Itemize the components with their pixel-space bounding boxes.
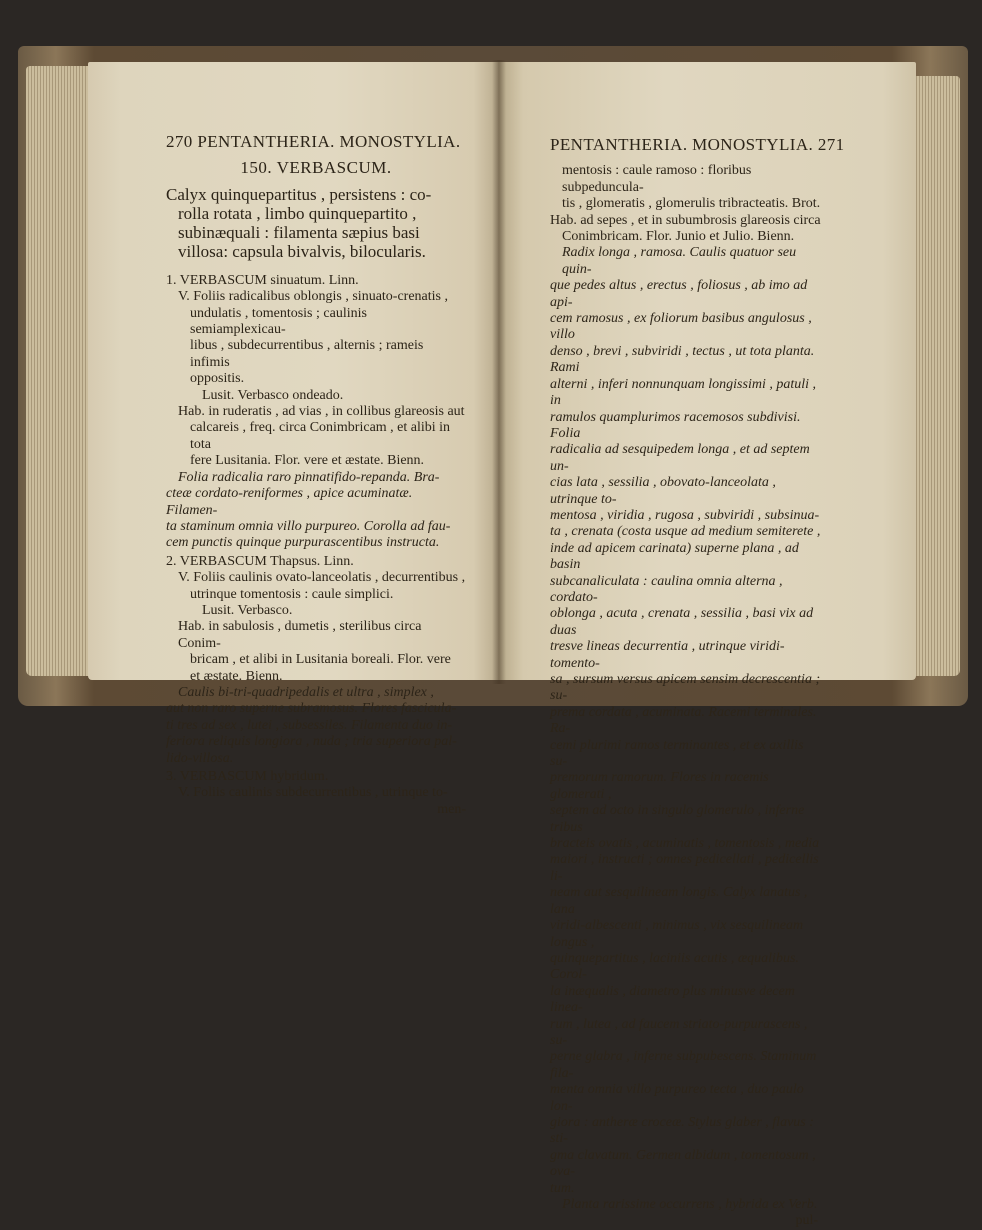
- description-line: la inæqualis , diametro plus minusve decem linea-: [550, 983, 795, 1016]
- species-description-line: V. Foliis radicalibus oblongis , sinuato-crenatis ,: [178, 289, 448, 305]
- species-note-line: Folia radicalia raro pinnatifido-repanda. Bra-: [178, 469, 440, 485]
- catchword: pul-: [795, 1213, 818, 1229]
- habitat-line: mentosis : caule ramoso : floribus subpeduncula-: [562, 163, 752, 195]
- description-line: prema cordata , acuminata. Racemi terminales. Ra-: [550, 704, 817, 737]
- description-line: rum , lutea , ad faucem striato-purpurascens , su-: [550, 1016, 808, 1048]
- left-head-title: PENTANTHERIA. MONOSTYLIA.: [197, 132, 461, 151]
- habitat-line: Hab. in sabulosis , dumetis , sterilibus circa Conim-: [178, 619, 422, 651]
- description-line: Radix longa , ramosa. Caulis quatuor seu quin-: [562, 245, 797, 277]
- species-title: 2. VERBASCUM Thapsus. Linn.: [166, 553, 354, 569]
- description-line: tum.: [550, 1180, 575, 1196]
- right-page-number: 271: [817, 135, 845, 154]
- description-line: cemi plurimi ramos terminantes , et ex axillis su-: [550, 737, 804, 770]
- left-page-number: 270: [166, 132, 193, 151]
- description-line: perne glabra , inferne subpubescens. Staminum fila-: [550, 1049, 817, 1081]
- description-line: cem ramosus , ex foliorum basibus angulosus , villo: [550, 311, 812, 343]
- description-line: subcanaliculata : caulina omnia alterna , cordato-: [550, 573, 783, 605]
- habitat-line: fere Lusitania. Flor. vere et æstate. Bienn.: [190, 453, 425, 469]
- lusitanian-name: Lusit. Verbasco ondeado.: [202, 387, 344, 403]
- description-line: neam aut sesquilineam longis. Calyx lanatus , lana: [550, 885, 808, 917]
- description-line: tresve lineas decurrentia , utrinque viridi-tomento-: [550, 639, 785, 671]
- left-page: [88, 62, 498, 817]
- description-line: menta omnia villo purpureo tecta , duo paulo lon-: [550, 1082, 804, 1114]
- species-note-line: cteæ cordato-reniformes , apice acuminatæ. Filamen-: [166, 486, 413, 518]
- species-note-line: lido-villosa.: [166, 750, 234, 766]
- diagnosis-line: rolla rotata , limbo quinquepartito ,: [178, 203, 417, 223]
- species-description-line: undulatis , tomentosis ; caulinis semiamplexicau-: [190, 305, 367, 338]
- description-line: maiori , instructi ; omnes pedicellati , pedicellis li-: [550, 852, 819, 884]
- habitat-line: Conimbricam. Flor. Junio et Julio. Bienn.: [562, 229, 795, 245]
- habitat-line: tis , glomeratis , glomerulis tribracteatis. Brot.: [562, 196, 821, 212]
- habitat-line: Hab. ad sepes , et in subumbrosis glareosis circa: [550, 212, 821, 228]
- description-line: oblonga , acuta , crenata , sessilia , basi vix ad duas: [550, 606, 814, 638]
- description-line: quinquepartitus , laciniis acutis , æqualibus. Corol-: [550, 950, 799, 983]
- species-entry-2: [166, 554, 466, 767]
- description-line: que pedes altus , erectus , foliosus , ab imo ad api-: [550, 278, 808, 310]
- right-running-head: [550, 135, 845, 154]
- genus-diagnosis: [166, 185, 466, 261]
- lusitanian-name: Lusit. Verbasco.: [202, 602, 293, 618]
- right-page: [498, 62, 916, 1229]
- species-title: 3. VERBASCUM hybridum.: [166, 769, 329, 784]
- species-description-line: V. Foliis caulinis subdecurrentibus , utrinque to-: [178, 785, 448, 801]
- right-head-title: PENTANTHERIA. MONOSTYLIA.: [550, 135, 814, 154]
- description-line: alterni , inferi nonnunquam longissimi , patuli , in: [550, 376, 817, 409]
- description-line: sa , sursum versus apicem sensim decrescentia ; su-: [550, 672, 821, 704]
- habitat-line: et æstate. Bienn.: [190, 668, 283, 684]
- species-note-line: ta staminum omnia villo purpureo. Corolla ad fau-: [166, 518, 451, 534]
- description-line: ta , crenata (costa usque ad medium semiterete ,: [550, 524, 821, 540]
- description-line: radicalia ad sesquipedem longa , et ad septem un-: [550, 442, 810, 474]
- diagnosis-line: Calyx quinquepartitus , persistens : co-: [166, 184, 432, 204]
- description-line: inde ad apicem carinata) superne plana , ad basin: [550, 540, 799, 573]
- description-block: [550, 245, 822, 1197]
- species-entry-3: [166, 769, 466, 818]
- description-line: septem ad octo in singulo glomerulo , inferne tribus: [550, 803, 805, 835]
- description-line: gma clavatum. Germen albidum , tomentosum , ova-: [550, 1147, 816, 1180]
- species-description-line: utrinque tomentosis : caule simplici.: [190, 586, 394, 602]
- left-page-edges: [26, 66, 90, 676]
- catchword: men-: [437, 801, 466, 817]
- habitat-line: bricam , et alibi in Lusitania boreali. Flor. vere: [190, 652, 451, 668]
- species-note-line: aut non raro superne subramosus. Flores fascicula-: [166, 701, 457, 717]
- description-line: bracteis ovatis , acuminatis , tomentosis , media: [550, 836, 820, 852]
- book-gutter: [492, 60, 506, 684]
- habitat-line: calcareis , freq. circa Conimbricam , et alibi in tota: [190, 420, 451, 452]
- species-description-line: libus , subdecurrentibus , alternis ; rameis infimis: [190, 338, 424, 370]
- right-page-edges: [914, 76, 960, 676]
- species-entry-1: [166, 273, 466, 552]
- left-running-head: [166, 134, 466, 150]
- description-line: denso , brevi , subviridi , tectus , ut tota planta. Rami: [550, 343, 815, 376]
- diagnosis-line: subinæquali : filamenta sæpius basi: [178, 222, 420, 242]
- species-description-line: oppositis.: [190, 371, 245, 387]
- description-line: premorum ramorum. Flores in racemis glomerati ,: [550, 770, 769, 802]
- description-line: mentosa , viridia , rugosa , subviridi , subsinua-: [550, 507, 820, 523]
- description-line: viridi-albescenti , minimus , vix sesquilineam longus ,: [550, 918, 804, 950]
- diagnosis-line: villosa: capsula bivalvis, bilocularis.: [178, 241, 426, 261]
- description-line: giora : antheræ croceæ. Stylus glaber , flavus : sti-: [550, 1114, 814, 1147]
- genus-heading: 150. VERBASCUM.: [240, 158, 392, 178]
- species-note-line: Caulis bi-tri-quadripedalis et ultra , simplex ,: [178, 684, 434, 700]
- habitat-block: [550, 163, 822, 245]
- species-title: 1. VERBASCUM sinuatum. Linn.: [166, 272, 359, 288]
- description-line: cias lata , sessilia , obovato-lanceolata , utrinque to-: [550, 475, 776, 507]
- species-note-line: ti tres ad sex , lutei , subsessiles. Filamenta duo in-: [166, 717, 453, 733]
- description-line: ramulos quamplurimos racemosos subdivisi. Folia: [550, 409, 801, 441]
- habitat-line: Hab. in ruderatis , ad vias , in collibus glareosis aut: [178, 404, 465, 420]
- species-note-line: cem punctis quinque purpurascentibus instructa.: [166, 535, 440, 551]
- species-note-line: feriora reliquis longiora , nuda ; tria superiora pal-: [166, 734, 457, 750]
- species-description-line: V. Foliis caulinis ovato-lanceolatis , decurrentibus ,: [178, 570, 466, 586]
- closing-line: Planta rarissime occurrens , hybrida ex Verb.: [562, 1197, 818, 1212]
